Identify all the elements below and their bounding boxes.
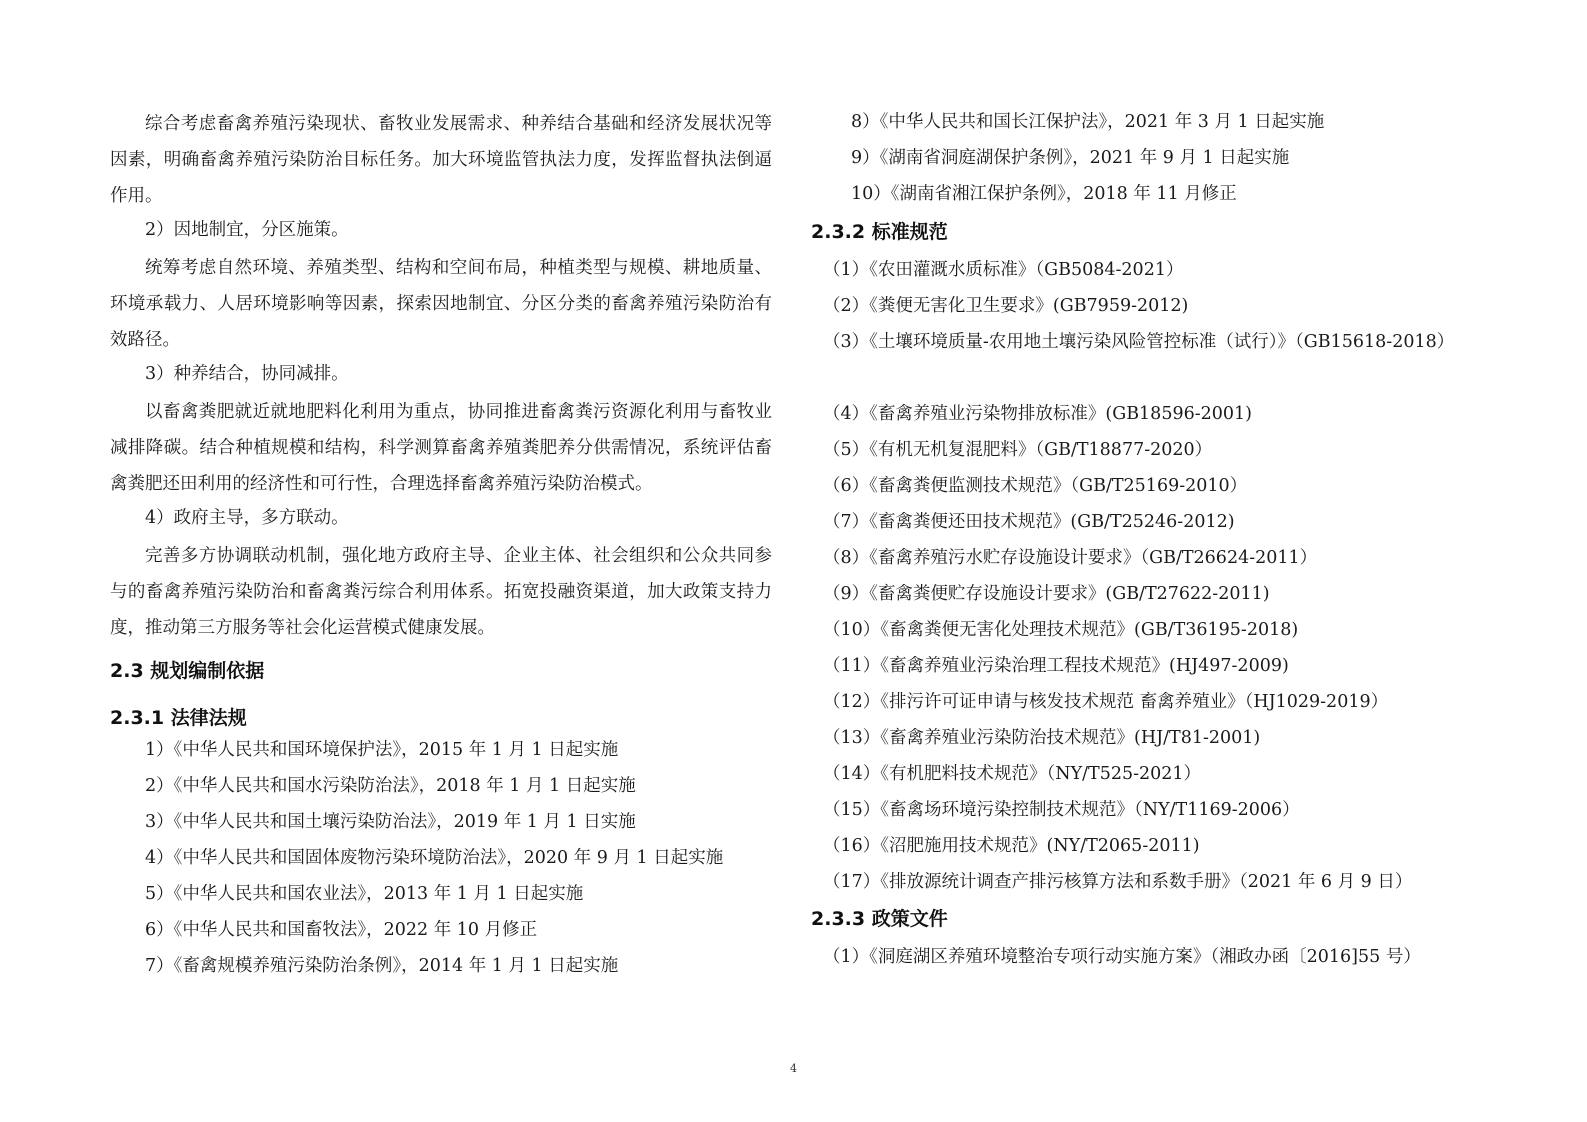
law-item: 6）《中华人民共和国畜牧法》，2022 年 10 月修正 [145,920,538,940]
standard-item: （17）《排放源统计调查产排污核算方法和系数手册》（2021 年 6 月 9 日） [823,872,1413,892]
standard-item: （2）《粪便无害化卫生要求》(GB7959-2012) [823,296,1189,316]
law-item: 1）《中华人民共和国环境保护法》，2015 年 1 月 1 日起实施 [145,740,619,760]
standard-item: （15）《畜禽场环境污染控制技术规范》（NY/T1169-2006） [823,800,1300,820]
standard-item: （13）《畜禽养殖业污染防治技术规范》(HJ/T81-2001) [823,728,1261,748]
standard-item: （11）《畜禽养殖业污染治理工程技术规范》(HJ497-2009) [823,656,1289,676]
standard-item: （16）《沼肥施用技术规范》(NY/T2065-2011) [823,836,1200,856]
standard-item: （6）《畜禽粪便监测技术规范》（GB/T25169-2010） [823,476,1248,496]
law-item: 4）《中华人民共和国固体废物污染环境防治法》，2020 年 9 月 1 日起实施 [145,848,724,868]
paragraph-local-conditions: 统筹考虑自然环境、养殖类型、结构和空间布局，种植类型与规模、耕地质量、环境承载力、人居环境影响等因素，探索因地制宜、分区分类的畜禽养殖污染防治有效路径。 [110,258,772,350]
law-item: 7）《畜禽规模养殖污染防治条例》，2014 年 1 月 1 日起实施 [145,956,619,976]
policy-item: （1）《洞庭湖区养殖环境整治专项行动实施方案》（湘政办函〔2016]55 号） [823,947,1421,967]
principle-2: 2）因地制宜，分区施策。 [145,220,349,240]
law-item: 9）《湖南省洞庭湖保护条例》，2021 年 9 月 1 日起实施 [851,148,1290,168]
standard-item: （9）《畜禽粪便贮存设施设计要求》(GB/T27622-2011) [823,584,1270,604]
standard-item: （10）《畜禽粪便无害化处理技术规范》(GB/T36195-2018) [823,620,1299,640]
paragraph-government-led: 完善多方协调联动机制，强化地方政府主导、企业主体、社会组织和公众共同参与的畜禽养殖污染防治和畜禽粪污综合利用体系。拓宽投融资渠道，加大政策支持力度，推动第三方服务等社会化运营模式健康发展。 [110,546,772,638]
law-item: 2）《中华人民共和国水污染防治法》，2018 年 1 月 1 日起实施 [145,776,636,796]
section-heading-2-3: 2.3 规划编制依据 [110,660,265,682]
principle-3: 3）种养结合，协同减排。 [145,364,349,384]
standard-item: （1）《农田灌溉水质标准》（GB5084-2021） [823,260,1184,280]
law-item: 5）《中华人民共和国农业法》，2013 年 1 月 1 日起实施 [145,884,584,904]
page-number: 4 [790,1062,797,1075]
standard-item: （4）《畜禽养殖业污染物排放标准》(GB18596-2001) [823,404,1252,424]
section-heading-2-3-1: 2.3.1 法律法规 [110,707,247,729]
paragraph-planting-breeding: 以畜禽粪肥就近就地肥料化利用为重点，协同推进畜禽粪污资源化利用与畜牧业减排降碳。结合种植规模和结构，科学测算畜禽养殖粪肥养分供需情况，系统评估畜禽粪肥还田利用的经济性和可行性，合理选择畜禽养殖污染防治模式。 [110,402,772,494]
standard-item: （8）《畜禽养殖污水贮存设施设计要求》（GB/T26624-2011） [823,548,1318,568]
standard-item: （5）《有机无机复混肥料》（GB/T18877-2020） [823,440,1213,460]
section-heading-2-3-2: 2.3.2 标准规范 [811,221,948,243]
standard-item: （3）《土壤环境质量-农用地土壤污染风险管控标准（试行）》（GB15618-2018） [823,332,1455,352]
standard-item: （7）《畜禽粪便还田技术规范》(GB/T25246-2012) [823,512,1235,532]
principle-4: 4）政府主导，多方联动。 [145,508,349,528]
standard-item: （14）《有机肥料技术规范》（NY/T525-2021） [823,764,1202,784]
paragraph-pollution-status: 综合考虑畜禽养殖污染现状、畜牧业发展需求、种养结合基础和经济发展状况等因素，明确畜禽养殖污染防治目标任务。加大环境监管执法力度，发挥监督执法倒逼作用。 [110,114,772,206]
standard-item: （12）《排污许可证申请与核发技术规范 畜禽养殖业》（HJ1029-2019） [823,692,1389,712]
law-item: 8）《中华人民共和国长江保护法》，2021 年 3 月 1 日起实施 [851,112,1325,132]
law-item: 3）《中华人民共和国土壤污染防治法》，2019 年 1 月 1 日实施 [145,812,636,832]
section-heading-2-3-3: 2.3.3 政策文件 [811,908,948,930]
law-item: 10）《湖南省湘江保护条例》，2018 年 11 月修正 [851,184,1237,204]
